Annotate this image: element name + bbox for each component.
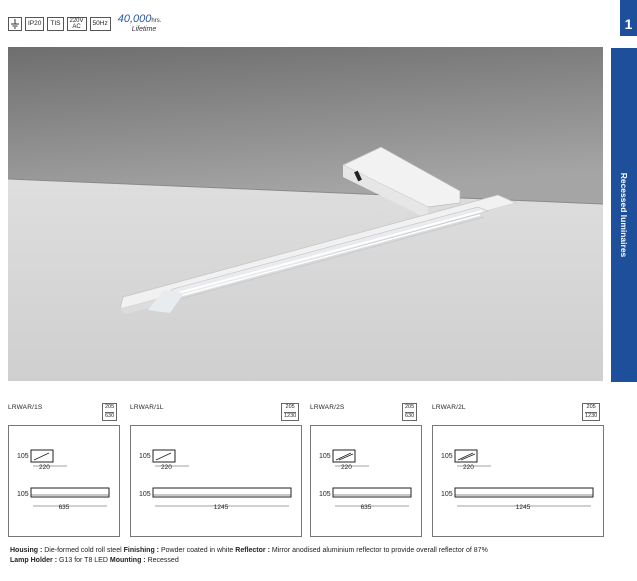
frequency-badge: 50Hz: [90, 17, 111, 31]
page-number: 1: [620, 0, 637, 36]
lifetime-unit: hrs.: [151, 18, 162, 24]
voltage-badge: [67, 17, 87, 31]
technical-drawing: [432, 425, 604, 537]
housing-label: Housing :: [10, 547, 43, 554]
category-tab-label: Recessed luminaires: [619, 172, 629, 258]
lifetime-hours: 40,000: [117, 13, 152, 25]
height-dim: 105: [17, 453, 29, 460]
cutout-top: 205: [105, 404, 115, 410]
cutout-bottom: 1230: [284, 412, 297, 419]
width-dim: 220: [161, 464, 172, 471]
voltage-bottom: AC: [72, 24, 81, 30]
technical-drawing: [310, 425, 422, 537]
width-dim: 220: [341, 464, 352, 471]
model-label: LRWAR/2S: [310, 404, 345, 411]
mounting-value: Recessed: [147, 557, 179, 564]
tis-badge: TIS: [47, 17, 63, 31]
length-dim: 635: [58, 504, 70, 511]
width-dim: 220: [463, 464, 474, 471]
finishing-value: Powder coated in white: [160, 547, 234, 554]
lampholder-label: Lamp Holder :: [10, 557, 58, 564]
cutout-top: 205: [405, 404, 415, 410]
height-dim: 105: [319, 453, 331, 460]
height-dim-side: 105: [319, 491, 331, 498]
technical-drawing: [8, 425, 120, 537]
voltage-top: 220V: [69, 18, 84, 24]
spec-text: [10, 546, 610, 566]
length-dim: 635: [360, 504, 372, 511]
spec-line-2: [10, 556, 610, 566]
cutout-top: 205: [586, 404, 596, 410]
model-label: LRWAR/2L: [432, 404, 466, 411]
finishing-label: Finishing :: [123, 547, 159, 554]
mounting-label: Mounting :: [109, 557, 146, 564]
cutout-bottom: 630: [105, 412, 115, 419]
cutout-dimension: [102, 403, 117, 421]
spec-line-1: [10, 546, 610, 556]
cutout-dimension: [402, 403, 417, 421]
length-dim: 1245: [515, 504, 531, 511]
cutout-top: 205: [285, 404, 295, 410]
housing-value: Die-formed cold roll steel: [44, 547, 122, 554]
cutout-dimension: [582, 403, 600, 421]
height-dim-side: 105: [139, 491, 151, 498]
cutout-dimension: [281, 403, 299, 421]
reflector-label: Reflector :: [235, 547, 270, 554]
product-photo: [8, 47, 603, 381]
spec-badges: [8, 12, 161, 36]
ip-rating-badge: IP20: [25, 17, 44, 31]
reflector-value: Mirror anodised aluminium reflector to provide overall reflector of 87%: [271, 547, 488, 554]
model-label: LRWAR/1L: [130, 404, 164, 411]
lifetime-badge: [118, 15, 162, 33]
model-label: LRWAR/1S: [8, 404, 43, 411]
cutout-bottom: 1230: [585, 412, 598, 419]
height-dim: 105: [441, 453, 453, 460]
cutout-bottom: 630: [405, 412, 415, 419]
height-dim-side: 105: [441, 491, 453, 498]
width-dim: 220: [39, 464, 50, 471]
height-dim: 105: [139, 453, 151, 460]
lampholder-value: G13 for T8 LED: [59, 557, 108, 564]
length-dim: 1245: [213, 504, 229, 511]
height-dim-side: 105: [17, 491, 29, 498]
technical-drawing: [130, 425, 302, 537]
lifetime-label: Lifetime: [131, 26, 157, 33]
category-tab: [611, 48, 637, 382]
ground-icon: [8, 17, 22, 31]
